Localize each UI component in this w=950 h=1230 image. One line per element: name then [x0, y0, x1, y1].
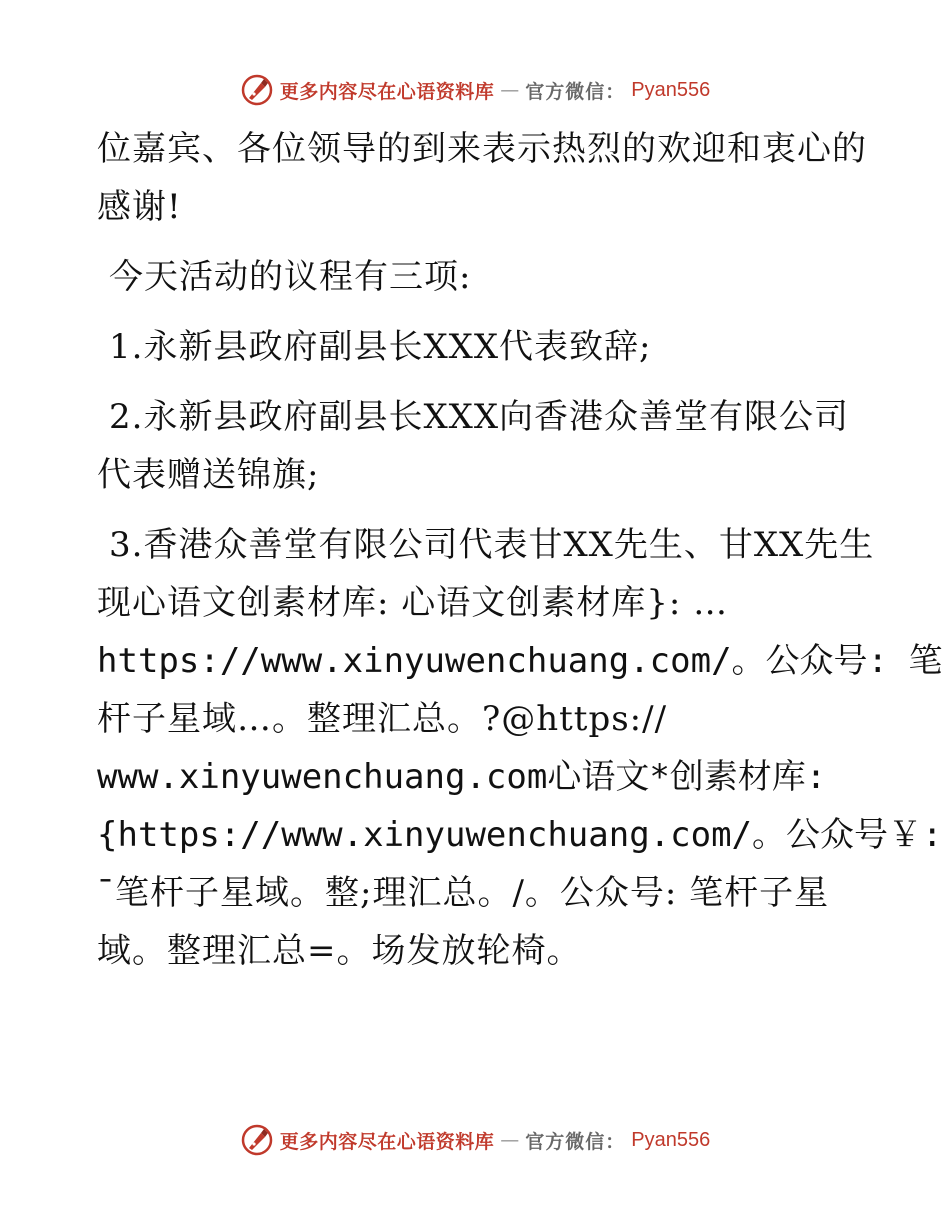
banner-wechat-label: 官方微信： [525, 80, 626, 103]
banner-separator: — [500, 79, 520, 101]
document-body [97, 120, 943, 980]
text-line: 现心语文创素材库: 心语文创素材库}: … [97, 583, 729, 623]
banner-text: 更多内容尽在心语资料库 [279, 80, 495, 103]
banner-wechat-id: Pyan556 [631, 78, 711, 101]
text-line: 杆子星域…。整理汇总。?@https:// [97, 699, 668, 739]
banner-separator: — [500, 1129, 520, 1151]
banner-text: 更多内容尽在心语资料库 [279, 1130, 495, 1153]
agenda-item-3: 3.香港众善堂有限公司代表甘XX先生、甘XX先生 [109, 525, 875, 565]
footer-banner [0, 1120, 950, 1160]
agenda-intro: 今天活动的议程有三项: [109, 257, 472, 297]
banner-wechat-label: 官方微信： [525, 1130, 626, 1153]
text-line: 代表赠送锦旗; [97, 455, 320, 495]
text-line: 域。整理汇总=。场发放轮椅。 [97, 931, 582, 971]
pen-nib-circle-icon [240, 73, 274, 107]
agenda-item-1: 1.永新县政府副县长XXX代表致辞; [109, 327, 652, 367]
text-line: ¯笔杆子星域。整;理汇总。/。公众号: 笔杆子星 [97, 873, 830, 913]
agenda-item-2: 2.永新县政府副县长XXX向香港众善堂有限公司 [109, 397, 850, 437]
url-line: {https://www.xinyuwenchuang.com/。公众号￥: [97, 815, 943, 855]
text-line: 感谢! [97, 187, 182, 227]
url-line: https://www.xinyuwenchuang.com/。公众号: 笔 [97, 641, 943, 681]
pen-nib-circle-icon [240, 1123, 274, 1157]
header-banner [0, 70, 950, 110]
text-line: 位嘉宾、各位领导的到来表示热烈的欢迎和衷心的 [97, 129, 867, 169]
url-line: www.xinyuwenchuang.com心语文*创素材库: [97, 757, 827, 797]
banner-wechat-id: Pyan556 [631, 1128, 711, 1151]
